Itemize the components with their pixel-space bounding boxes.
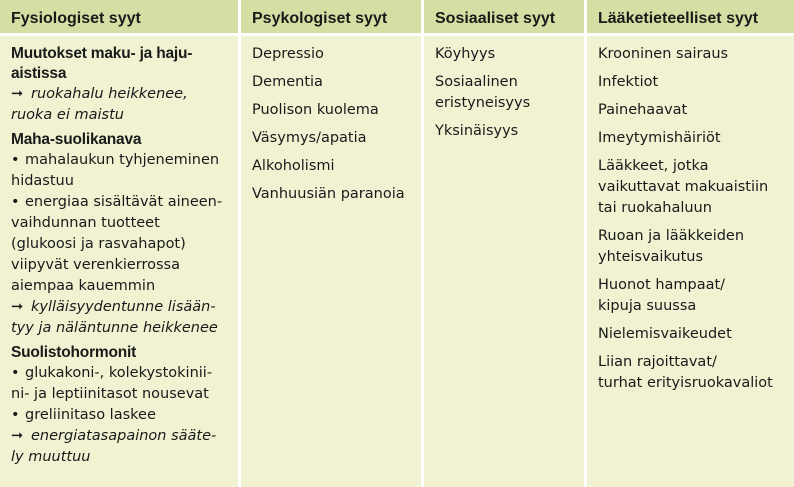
list-item: Krooninen sairaus (598, 46, 729, 62)
section-taste-smell (11, 44, 230, 126)
bullet-icon: • (11, 194, 20, 210)
list-item: Nielemisvaikeudet (598, 326, 732, 342)
list-item (598, 156, 786, 219)
bullet-item (11, 405, 230, 426)
bullet-item-cont (11, 213, 230, 234)
column-body (0, 36, 238, 468)
arrow-item-cont (11, 447, 230, 468)
bullet-item (11, 150, 230, 171)
header-medical: Lääketieteelliset syyt (587, 0, 794, 36)
list-item: Väsymys/apatia (252, 130, 367, 146)
arrow-item-cont (11, 318, 230, 339)
arrow-item (11, 426, 230, 447)
bullet-text: viipyvät verenkierrossa (11, 257, 181, 273)
header-physiological: Fysiologiset syyt (0, 0, 238, 36)
bullet-text: aiempaa kauemmin (11, 278, 156, 294)
bullet-icon: • (11, 152, 20, 168)
bullet-item-cont (11, 234, 230, 255)
section-gut-hormones (11, 343, 230, 468)
list-item (598, 352, 786, 394)
arrow-text: ly muuttuu (11, 449, 91, 465)
bullet-text: (glukoosi ja rasvahapot) (11, 236, 186, 252)
bullet-text: energiaa sisältävät aineen- (25, 194, 223, 210)
list-item-line: Sosiaalinen (435, 74, 518, 90)
arrow-text: ruokahalu heikkenee, (31, 86, 188, 102)
bullet-item-cont (11, 276, 230, 297)
bullet-item (11, 363, 230, 384)
list-item-line: eristyneisyys (435, 95, 531, 111)
arrow-text: tyy ja näläntunne heikkenee (11, 320, 218, 336)
arrow-text: kylläisyydentunne lisään- (31, 299, 216, 315)
arrow-text: energiatasapainon sääte- (31, 428, 217, 444)
list-item: Infektiot (598, 74, 659, 90)
arrow-item-cont (11, 105, 230, 126)
bullet-item-cont (11, 384, 230, 405)
list-item: Painehaavat (598, 102, 688, 118)
bullet-item (11, 192, 230, 213)
list-item (435, 72, 576, 114)
column-social (424, 0, 587, 487)
list-item (598, 226, 786, 268)
header-social: Sosiaaliset syyt (424, 0, 584, 36)
section-title: Maha-suolikanava (11, 131, 142, 148)
list-item: Depressio (252, 46, 324, 62)
header-psychological: Psykologiset syyt (241, 0, 421, 36)
column-medical (587, 0, 794, 487)
column-physiological (0, 0, 241, 487)
list-item-line: Liian rajoittavat/ (598, 354, 717, 370)
section-gi-tract (11, 130, 230, 339)
list-item: Dementia (252, 74, 323, 90)
arrow-icon: ➞ (11, 428, 24, 444)
bullet-text: greliinitaso laskee (25, 407, 156, 423)
bullet-text: glukakoni-, kolekystokinii- (25, 365, 213, 381)
list-item: Imeytymishäiriöt (598, 130, 721, 146)
section-title: Suolistohormonit (11, 344, 137, 361)
arrow-icon: ➞ (11, 299, 24, 315)
column-body (424, 36, 584, 142)
list-item-line: turhat erityisruokavaliot (598, 375, 773, 391)
list-item-line: Huonot hampaat/ (598, 277, 726, 293)
list-item: Vanhuusiän paranoia (252, 186, 405, 202)
bullet-icon: • (11, 365, 20, 381)
list-item-line: vaikuttavat makuaistiin (598, 179, 769, 195)
list-item-line: Lääkkeet, jotka (598, 158, 709, 174)
list-item (598, 275, 786, 317)
list-item: Köyhyys (435, 46, 496, 62)
list-item: Puolison kuolema (252, 102, 379, 118)
section-title: aistissa (11, 65, 67, 82)
list-item-line: kipuja suussa (598, 298, 697, 314)
list-item-line: tai ruokahaluun (598, 200, 712, 216)
section-title: Muutokset maku- ja haju- (11, 45, 193, 62)
arrow-icon: ➞ (11, 86, 24, 102)
bullet-text: ni- ja leptiinitasot nousevat (11, 386, 209, 402)
column-body (241, 36, 421, 205)
bullet-text: hidastuu (11, 173, 74, 189)
list-item-line: yhteisvaikutus (598, 249, 704, 265)
column-body (587, 36, 794, 394)
list-item: Yksinäisyys (435, 123, 519, 139)
bullet-text: vaihdunnan tuotteet (11, 215, 160, 231)
arrow-item (11, 297, 230, 318)
arrow-item (11, 84, 230, 105)
column-psychological (241, 0, 424, 487)
arrow-text: ruoka ei maistu (11, 107, 124, 123)
list-item: Alkoholismi (252, 158, 335, 174)
bullet-icon: • (11, 407, 20, 423)
bullet-item-cont (11, 255, 230, 276)
bullet-item-cont (11, 171, 230, 192)
list-item-line: Ruoan ja lääkkeiden (598, 228, 745, 244)
bullet-text: mahalaukun tyhjeneminen (25, 152, 220, 168)
